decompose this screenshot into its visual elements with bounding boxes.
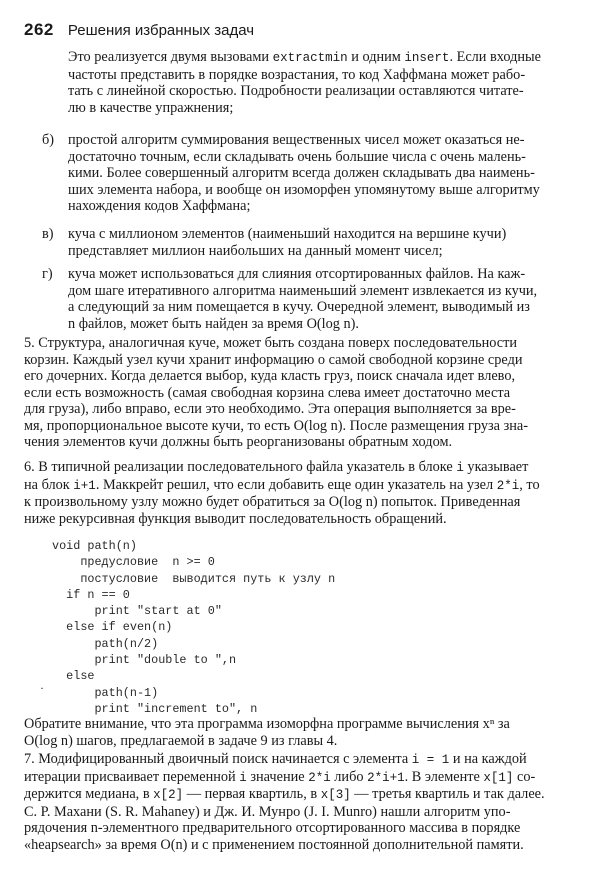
text-line: O(log n) шагов, предлагаемой в задаче 9 из главы 4. [24,732,338,749]
text-line: ших элемента набора, и вообще он изоморфен упомянутому выше алгоритму [68,181,540,198]
text-line: Это реализуется двумя вызовами extractmin и одним insert. Если входные [68,49,541,65]
code-line: print "start at 0" [52,604,222,619]
text-line: если есть возможность (самая свободная корзина слева имеет достаточно места [24,384,511,401]
text-line: чения элементов кучи должны быть реорганизованы обратным ходом. [24,434,453,450]
item-b-text [68,132,578,215]
text-line: представляет миллион наибольших на данный момент чисел; [68,242,443,259]
text-line: к произвольному узлу можно будет обратиться за O(log n) попыток. Приведенная [24,494,521,510]
solution-5 [24,335,578,451]
text-line: нахождения кодов Хаффмана; [68,198,251,214]
item-v-text [68,226,578,259]
intro-paragraph [68,49,578,116]
text-line: ниже рекурсивная функция выводит последовательность обращений. [24,510,447,527]
text-line: итерации присваивает переменной i значение 2*i либо 2*i+1. В элементе x[1] со- [24,768,536,785]
text-line: его дочерних. Когда делается выбор, куда класть груз, поиск сначала идет влево, [24,368,516,384]
text-line: кими. Более совершенный алгоритм всегда должен складывать два наимень- [68,165,535,181]
code-line: if n == 0 [52,587,130,602]
text-line: 7. Модифицированный двоичный поиск начинается с элемента i = 1 и на каждой [24,751,527,767]
code-note [24,716,578,749]
text-line: 6. В типичной реализации последовательного файла указатель в блоке i указывает [24,459,529,475]
text-line: рядочения n-элементного предварительного отсортированного массива в порядке [24,820,521,836]
text-line: достаточно точным, если складывать очень большие числа с очень малень- [68,148,526,165]
text-line: n файлов, может быть найден за время O(log n). [68,315,359,332]
text-line: С. Р. Махани (S. R. Mahaney) и Дж. И. Мунро (J. I. Munro) нашли алгоритм упо- [24,803,511,820]
text-line: «heapsearch» за время O(n) и с применением постоянной дополнительной памяти. [24,836,524,853]
text-line: корзин. Каждый узел кучи хранит информацию о самой свободной корзине среди [24,351,523,368]
item-g-text [68,266,578,332]
solution-7 [24,751,578,853]
code-line: path(n-1) [52,685,159,700]
text-line: 5. Структура, аналогичная куче, может быть создана поверх последовательности [24,335,518,351]
text-line: на блок i+1. Маккрейт решил, что если добавить еще один указатель на узел 2*i, то [24,476,540,493]
code-line: предусловие n >= 0 [52,555,215,570]
text-line: дом шаге итеративного алгоритма наименьший элемент извлекается из кучи, [68,282,538,299]
code-line: else if even(n) [52,620,173,635]
margin-mark: · [40,681,44,695]
code-line: void path(n) [52,539,137,553]
text-line: Обратите внимание, что эта программа изоморфна программе вычисления xⁿ за [24,716,510,732]
running-title: Решения избранных задач [67,22,255,39]
code-listing [52,538,335,717]
text-line: частоты представить в порядке возрастания, то код Хаффмана может рабо- [68,66,526,83]
text-line: мя, пропорциональное высоте кучи, то есть O(log n). После размещения груза зна- [24,417,528,434]
text-line: простой алгоритм суммирования вещественных чисел может оказаться не- [68,132,525,148]
text-line: тать с линейной скоростью. Подробности реализации оставляются читате- [68,83,524,99]
text-line: куча может использоваться для слияния отсортированных файлов. На каж- [68,266,526,282]
page-number: 262 [24,20,54,39]
code-line: print "increment to", n [52,701,258,716]
text-line: куча с миллионом элементов (наименьший находится на вершине кучи) [68,226,507,242]
code-line: path(n/2) [52,636,159,651]
code-line: постусловие выводится путь к узлу n [52,571,336,586]
code-line: print "double to ",n [52,653,237,668]
text-line: а следующий за ним помещается в кучу. Очередной элемент, выводимый из [68,299,530,315]
text-line: держится медиана, в x[2] — первая квартиль, в x[3] — третья квартиль и так далее. [24,786,545,802]
item-label-g: г) [42,266,53,282]
text-line: лю в качестве упражнения; [68,99,234,116]
page-header [24,20,254,44]
text-line: для груза), либо вправо, если это необходимо. Эта операция выполняется за вре- [24,401,516,417]
item-label-b: б) [42,132,55,148]
code-line: else [52,669,95,684]
solution-6 [24,459,578,527]
item-label-v: в) [42,226,54,242]
